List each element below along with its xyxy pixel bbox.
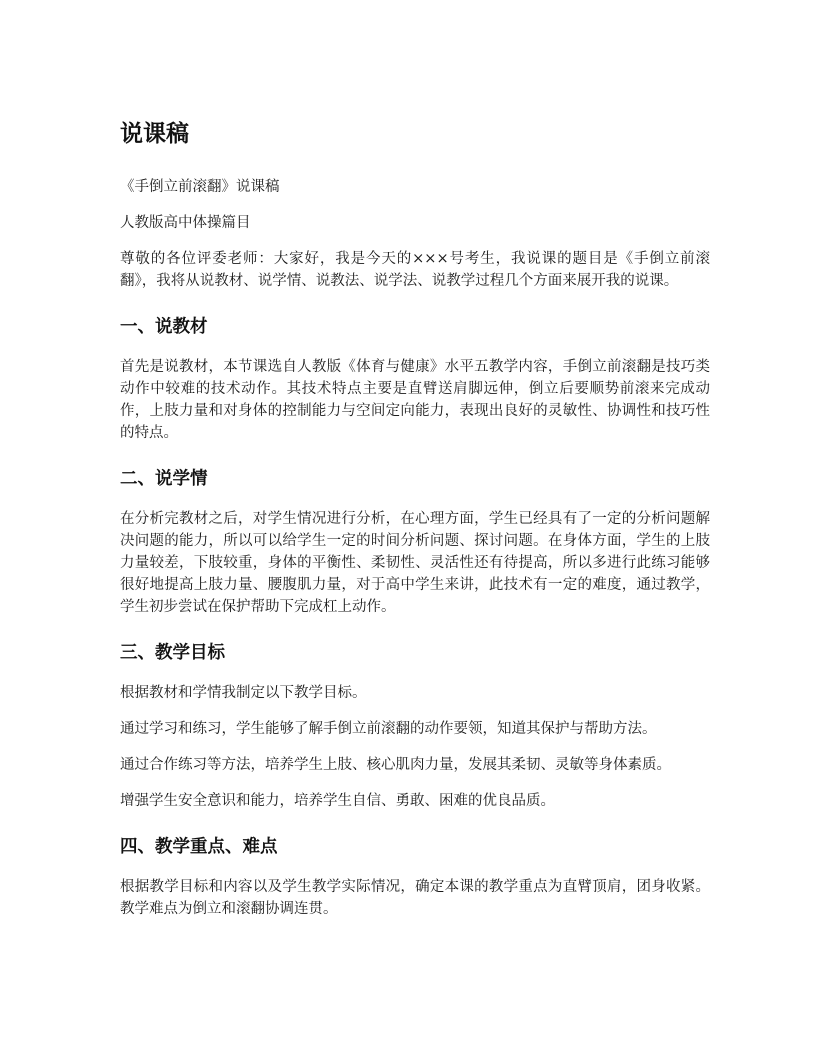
section-heading-key-points: 四、教学重点、难点 [120,837,278,857]
section-paragraph: 增强学生安全意识和能力，培养学生自信、勇敢、困难的优良品质。 [120,793,555,809]
textbook-line: 人教版高中体操篇目 [120,215,251,231]
section-paragraph: 在分析完教材之后，对学生情况进行分析，在心理方面，学生已经具有了一定的分析问题解决问题的能力，所以可以给学生一定的时间分析问题、探讨问题。在身体方面，学生的上肢力量较差，下肢较重，身体的平衡性、柔韧性、灵活性还有待提高，所以多进行此练习能够很好地提高上肢力量、腰腹肌力量，对于高中学生来讲，此技术有一定的难度，通过教学，学生初步尝试在保护帮助下完成杠上动作。 [120,511,710,615]
section-paragraph: 首先是说教材，本节课选自人教版《体育与健康》水平五教学内容，手倒立前滚翻是技巧类动作中较难的技术动作。其技术特点主要是直臂送肩脚远伸，倒立后要顺势前滚来完成动作，上肢力量和对身体的控制能力与空间定向能力，表现出良好的灵敏性、协调性和技巧性的特点。 [120,359,710,441]
intro-paragraph: 尊敬的各位评委老师：大家好，我是今天的×××号考生，我说课的题目是《手倒立前滚翻》，我将从说教材、说学情、说教法、说学法、说教学过程几个方面来展开我的说课。 [120,251,710,289]
section-paragraph: 通过合作练习等方法，培养学生上肢、核心肌肉力量，发展其柔韧、灵敏等身体素质。 [120,757,671,773]
section-heading-objectives: 三、教学目标 [120,643,225,663]
section-heading-students: 二、说学情 [120,469,208,489]
section-paragraph: 根据教材和学情我制定以下教学目标。 [120,685,367,701]
section-heading-textbook: 一、说教材 [120,317,208,337]
document-subtitle: 《手倒立前滚翻》说课稿 [120,179,280,195]
document-title: 说课稿 [120,121,189,147]
section-paragraph: 通过学习和练习，学生能够了解手倒立前滚翻的动作要领，知道其保护与帮助方法。 [120,721,657,737]
section-paragraph: 根据教学目标和内容以及学生教学实际情况，确定本课的教学重点为直臂顶肩，团身收紧。教学难点为倒立和滚翻协调连贯。 [120,879,710,917]
document-page [120,118,710,934]
